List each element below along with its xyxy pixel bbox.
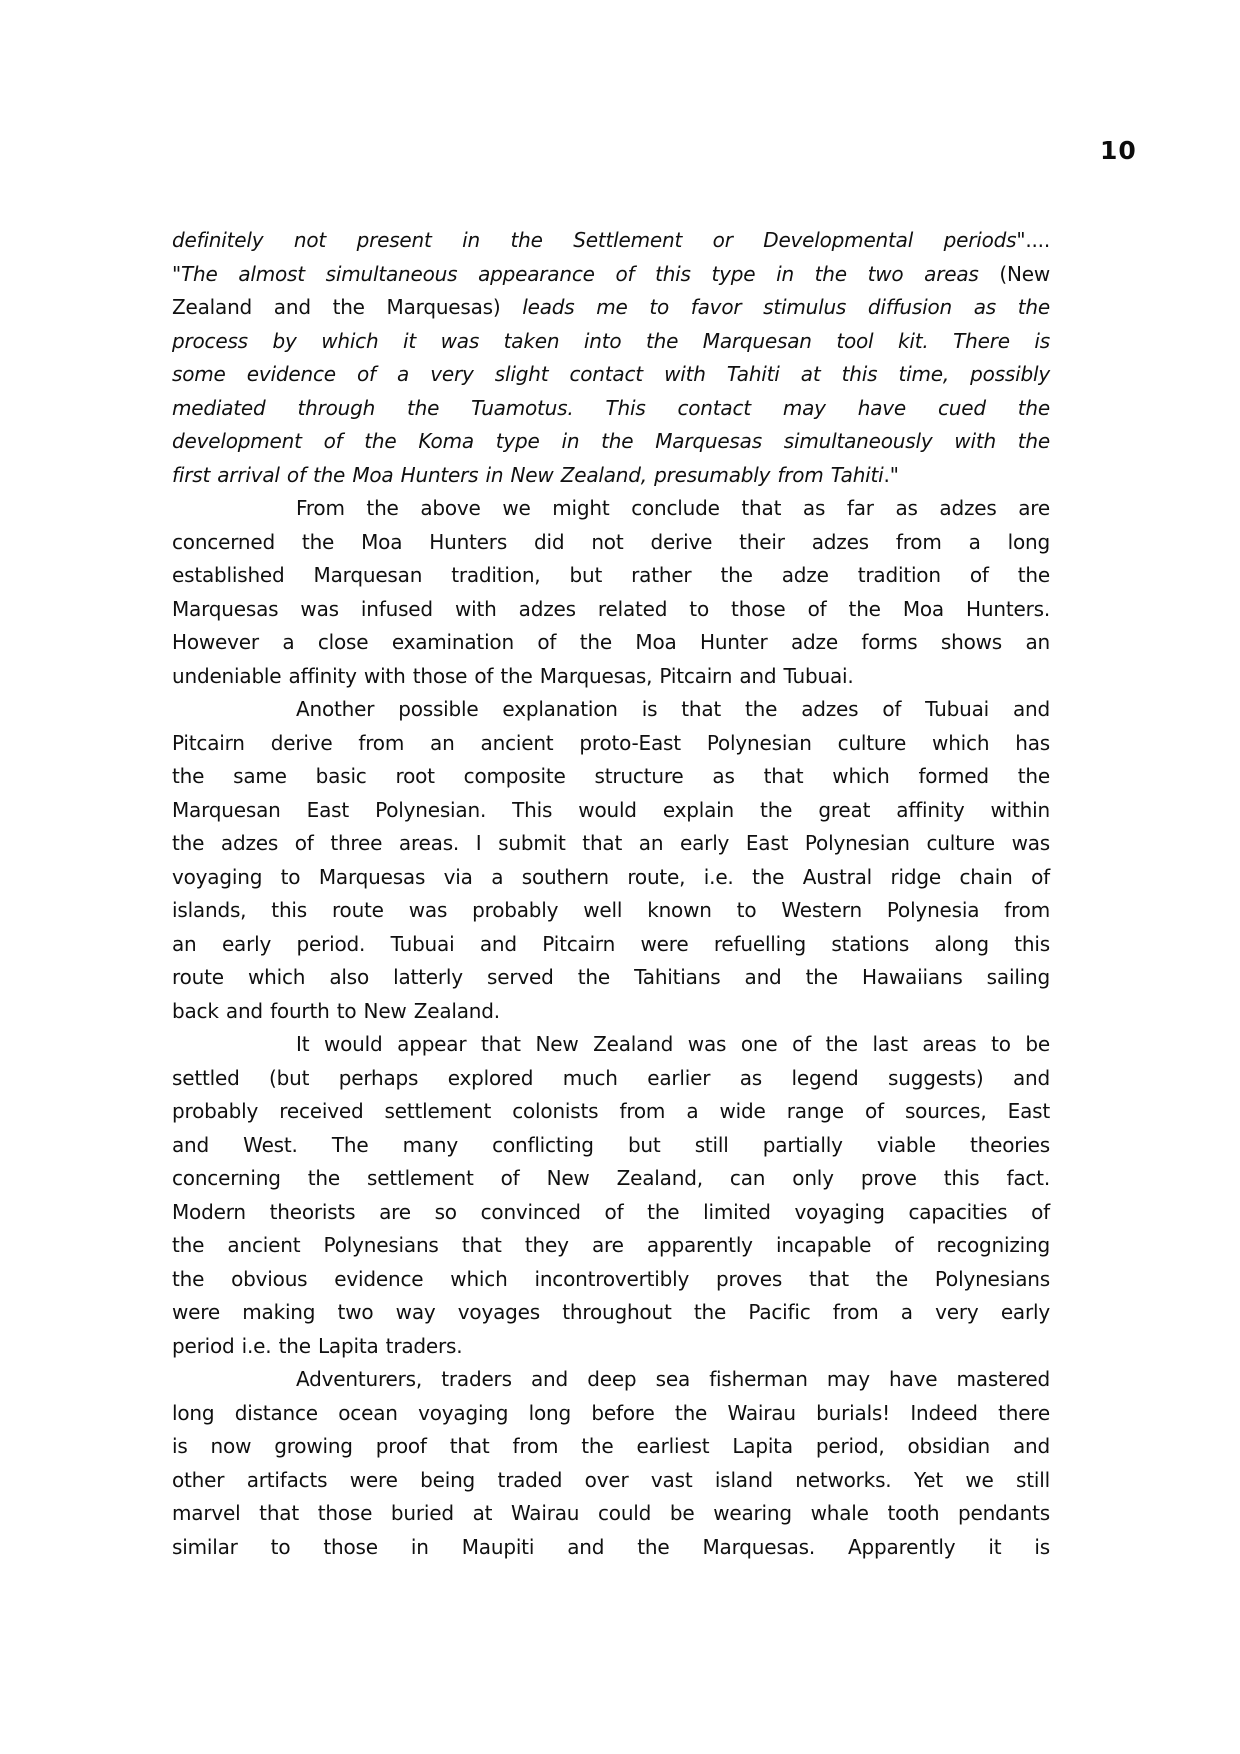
text-line [172, 325, 1050, 359]
text-segment: established Marquesan tradition, but rather the adze tradition of the [172, 563, 1050, 587]
text-segment: undeniable affinity with those of the Marquesas, Pitcairn and Tubuai. [172, 663, 854, 688]
text-line [172, 1129, 1050, 1163]
text-segment: the adzes of three areas. I submit that an early East Polynesian culture was [172, 831, 1050, 855]
text-segment: " [172, 261, 181, 286]
text-line [172, 492, 1050, 526]
text-line [172, 593, 1050, 627]
text-line [172, 559, 1050, 593]
text-segment: definitely not present in the Settlement or Developmental periods [172, 228, 1017, 252]
text-segment: concerning the settlement of New Zealand, can only prove this fact. [172, 1166, 1050, 1190]
text-line [172, 894, 1050, 928]
text-segment: some evidence of a very slight contact with Tahiti at this time, possibly [172, 362, 1050, 386]
text-segment: the ancient Polynesians that they are apparently incapable of recognizing [172, 1233, 1050, 1257]
text-segment: However a close examination of the Moa Hunter adze forms shows an [172, 630, 1050, 654]
text-line [172, 928, 1050, 962]
text-line [172, 1196, 1050, 1230]
text-line [172, 827, 1050, 861]
text-segment: were making two way voyages throughout the Pacific from a very early [172, 1300, 1050, 1324]
text-line [172, 526, 1050, 560]
text-segment: Adventurers, traders and deep sea fisherman may have mastered [296, 1367, 1050, 1391]
text-line [172, 861, 1050, 895]
text-line [172, 1062, 1050, 1096]
text-segment: is now growing proof that from the earliest Lapita period, obsidian and [172, 1434, 1050, 1458]
text-segment: From the above we might conclude that as far as adzes are [296, 496, 1050, 520]
text-line [172, 291, 1050, 325]
text-line [172, 794, 1050, 828]
text-segment: an early period. Tubuai and Pitcairn were refuelling stations along this [172, 931, 1050, 956]
text-segment: Another possible explanation is that the adzes of Tubuai and [296, 697, 1050, 721]
text-line [172, 1263, 1050, 1297]
text-segment: voyaging to Marquesas via a southern route, i.e. the Austral ridge chain of [172, 864, 1050, 889]
text-segment: first arrival of the Moa Hunters in New Zealand, presumably from Tahiti [172, 462, 884, 487]
text-line [172, 1162, 1050, 1196]
text-segment: and West. The many conflicting but still partially viable theories [172, 1132, 1050, 1157]
text-segment: leads me to favor stimulus diffusion as the [522, 295, 1050, 319]
text-segment: development of the Koma type in the Marquesas simultaneously with the [172, 429, 1050, 453]
text-line [172, 1028, 1050, 1062]
text-line [172, 626, 1050, 660]
text-line [172, 760, 1050, 794]
text-line [172, 1531, 1050, 1565]
text-line [172, 258, 1050, 292]
paragraph [172, 1363, 1050, 1564]
text-line [172, 1229, 1050, 1263]
text-segment: route which also latterly served the Tahitians and the Hawaiians sailing [172, 965, 1050, 989]
text-line [172, 660, 1050, 694]
text-segment: ".... [1016, 228, 1050, 252]
text-line [172, 961, 1050, 995]
text-line [172, 224, 1050, 258]
text-line [172, 1464, 1050, 1498]
text-segment: other artifacts were being traded over vast island networks. Yet we still [172, 1467, 1050, 1492]
paragraph [172, 693, 1050, 1028]
paragraph [172, 492, 1050, 693]
text-line [172, 1296, 1050, 1330]
text-line [172, 358, 1050, 392]
text-segment: back and fourth to New Zealand. [172, 998, 500, 1023]
text-segment: islands, this route was probably well known to Western Polynesia from [172, 898, 1050, 922]
text-segment: (New [978, 261, 1050, 286]
text-segment: process by which it was taken into the Marquesan tool kit. There is [172, 328, 1050, 353]
text-line [172, 727, 1050, 761]
paragraph [172, 1028, 1050, 1363]
text-segment: the same basic root composite structure as that which formed the [172, 764, 1050, 788]
text-line [172, 1397, 1050, 1431]
text-line [172, 1095, 1050, 1129]
text-line [172, 1363, 1050, 1397]
text-segment: period i.e. the Lapita traders. [172, 1333, 463, 1358]
text-segment: Marquesas was infused with adzes related to those of the Moa Hunters. [172, 596, 1050, 621]
text-segment: the obvious evidence which incontrovertibly proves that the Polynesians [172, 1266, 1050, 1291]
text-segment: long distance ocean voyaging long before the Wairau burials! Indeed there [172, 1400, 1050, 1425]
text-line [172, 1497, 1050, 1531]
text-segment: Zealand and the Marquesas) [172, 295, 523, 319]
text-segment: settled (but perhaps explored much earlier as legend suggests) and [172, 1065, 1050, 1090]
text-segment: Marquesan East Polynesian. This would explain the great affinity within [172, 797, 1050, 822]
text-line [172, 392, 1050, 426]
text-segment: probably received settlement colonists from a wide range of sources, East [172, 1099, 1050, 1123]
text-block [172, 224, 1050, 1564]
text-segment: ." [883, 462, 899, 487]
text-segment: mediated through the Tuamotus. This contact may have cued the [172, 395, 1050, 420]
text-segment: similar to those in Maupiti and the Marquesas. Apparently it is [172, 1534, 1050, 1559]
text-segment: marvel that those buried at Wairau could be wearing whale tooth pendants [172, 1501, 1050, 1525]
text-line [172, 693, 1050, 727]
text-line [172, 459, 1050, 493]
text-segment: The almost simultaneous appearance of this type in the two areas [181, 261, 979, 286]
paragraph [172, 224, 1050, 492]
text-segment: Pitcairn derive from an ancient proto-East Polynesian culture which has [172, 730, 1050, 755]
text-line [172, 1430, 1050, 1464]
text-segment: concerned the Moa Hunters did not derive their adzes from a long [172, 529, 1050, 554]
text-line [172, 1330, 1050, 1364]
text-segment: Modern theorists are so convinced of the limited voyaging capacities of [172, 1199, 1050, 1224]
text-line [172, 425, 1050, 459]
text-segment: It would appear that New Zealand was one of the last areas to be [296, 1032, 1050, 1056]
text-line [172, 995, 1050, 1029]
page-number: 10 [1100, 136, 1137, 165]
